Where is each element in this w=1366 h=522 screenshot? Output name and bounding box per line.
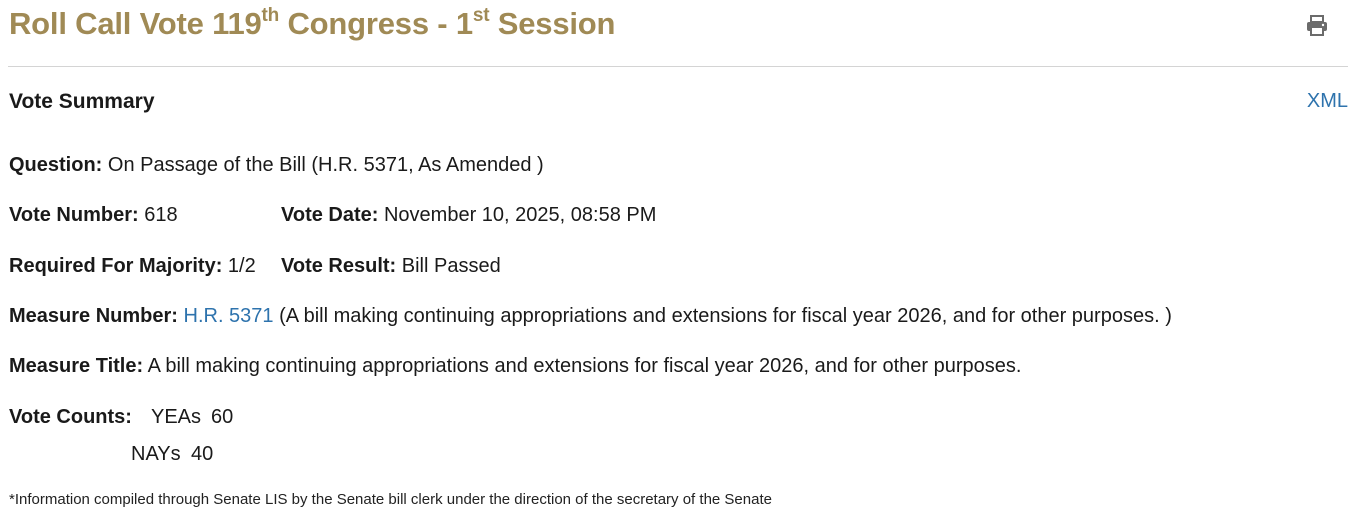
vote-result-row — [281, 253, 501, 279]
title-ordinal-1: th — [261, 4, 280, 26]
required-majority-label: Required For Majority: — [9, 255, 223, 277]
vote-counts-label: Vote Counts: — [9, 406, 132, 428]
measure-number-label: Measure Number: — [9, 305, 178, 327]
title-ordinal-2: st — [472, 4, 490, 26]
header-divider — [8, 66, 1348, 67]
yeas-count: 60 — [211, 406, 234, 428]
print-icon[interactable] — [1304, 14, 1330, 38]
nays-label: NAYs — [131, 443, 181, 465]
measure-number-row — [9, 303, 1172, 329]
measure-number-description: (A bill making continuing appropriations and extensions for fiscal year 2026, and for other purposes. ) — [279, 305, 1172, 327]
question-label: Question: — [9, 154, 103, 176]
required-majority-row — [9, 253, 256, 279]
source-footnote: *Information compiled through Senate LIS by the Senate bill clerk under the direction of the secretary of the Senate — [9, 491, 772, 508]
measure-title-row — [9, 353, 1021, 379]
measure-number-link[interactable]: H.R. 5371 — [183, 305, 274, 327]
vote-result-label: Vote Result: — [281, 255, 397, 277]
required-majority-value: 1/2 — [227, 255, 256, 277]
xml-link[interactable]: XML — [1306, 90, 1348, 112]
question-row — [9, 152, 544, 178]
page-title — [9, 6, 615, 42]
yeas-label: YEAs — [151, 406, 202, 428]
title-text-3: Session — [489, 6, 616, 41]
vote-result-value: Bill Passed — [401, 255, 501, 277]
nays-count: 40 — [191, 443, 214, 465]
vote-number-value: 618 — [144, 204, 178, 226]
measure-title-label: Measure Title: — [9, 355, 144, 377]
title-text-1: Roll Call Vote 119 — [9, 6, 262, 41]
title-text-2: Congress - 1 — [279, 6, 473, 41]
vote-summary-heading: Vote Summary — [9, 90, 155, 113]
question-value: On Passage of the Bill (H.R. 5371, As Amended ) — [107, 154, 544, 176]
vote-number-row — [9, 202, 178, 228]
vote-number-label: Vote Number: — [9, 204, 139, 226]
vote-date-value: November 10, 2025, 08:58 PM — [383, 204, 657, 226]
vote-date-row — [281, 202, 656, 228]
measure-title-value: A bill making continuing appropriations and extensions for fiscal year 2026, and for other purposes. — [147, 355, 1022, 377]
vote-date-label: Vote Date: — [281, 204, 379, 226]
